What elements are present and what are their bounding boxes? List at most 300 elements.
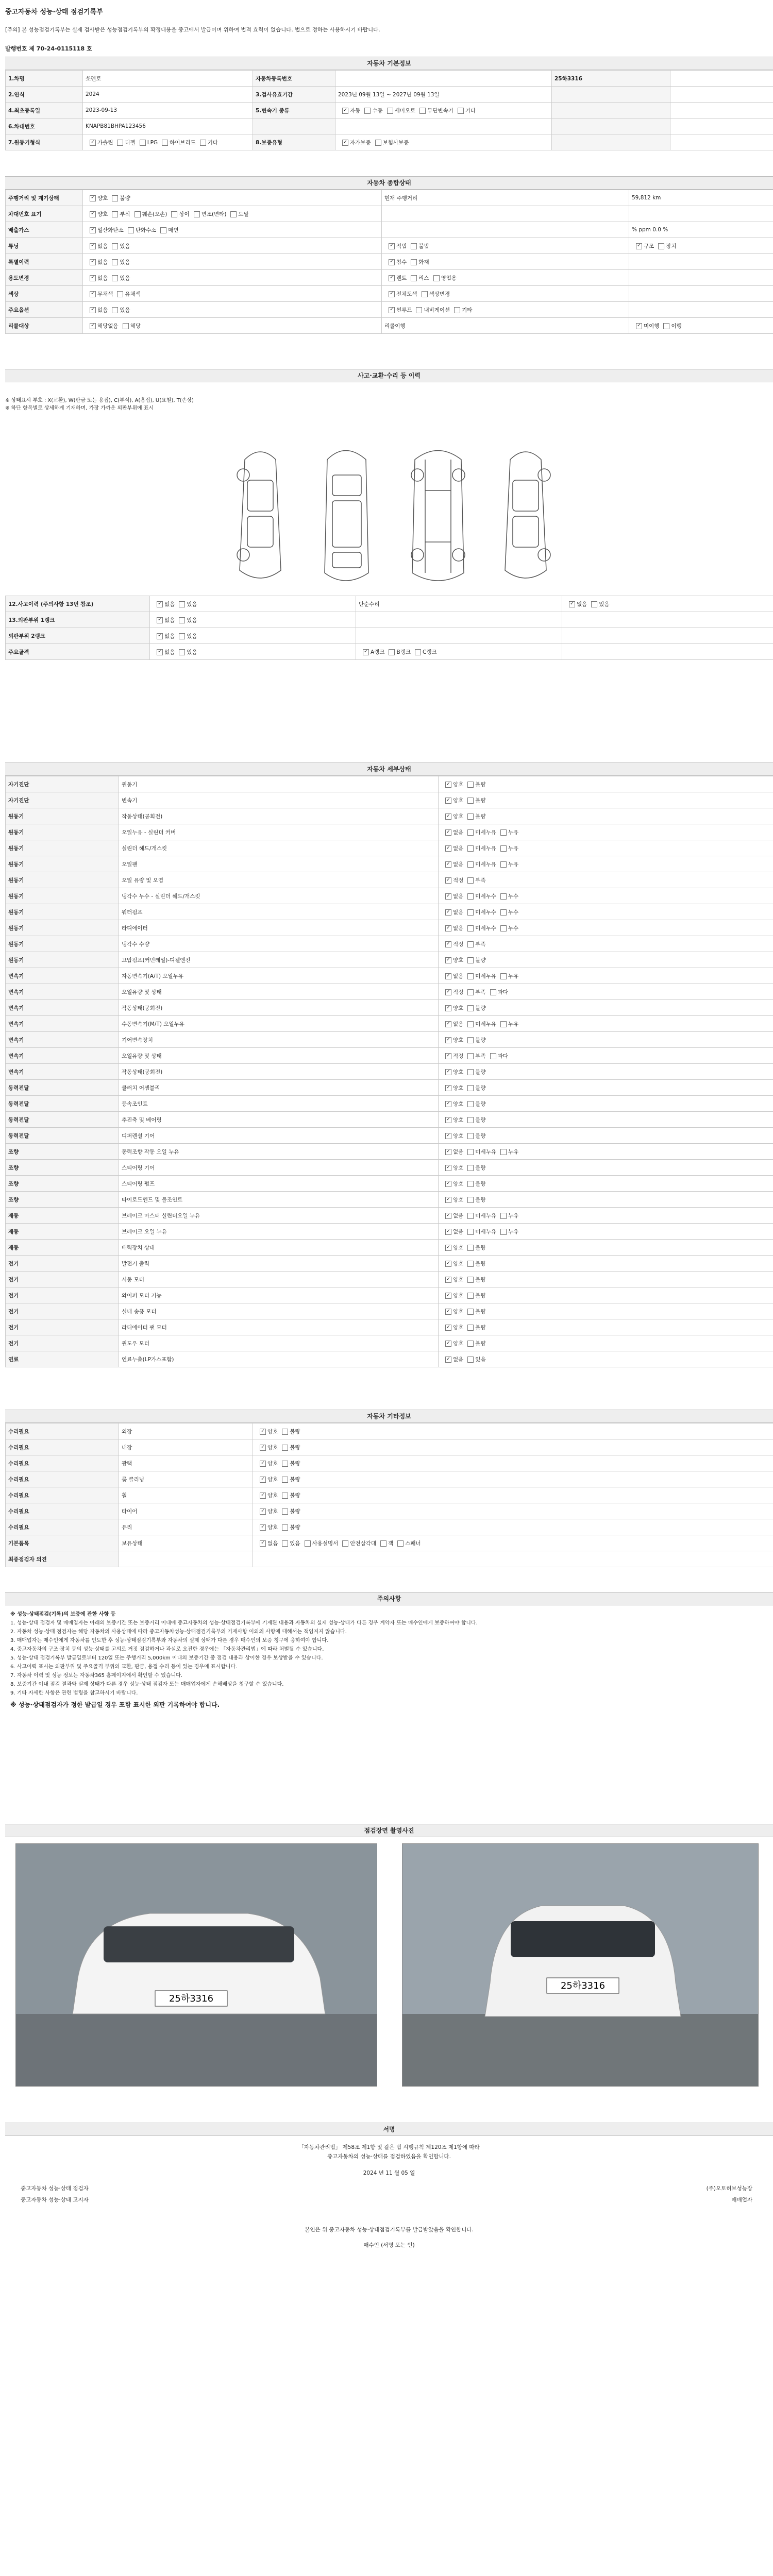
checkbox[interactable]: [467, 1165, 474, 1171]
checkbox[interactable]: [363, 649, 369, 655]
table-cell: [439, 856, 773, 872]
checkbox[interactable]: [282, 1540, 288, 1547]
checkbox[interactable]: [90, 259, 96, 265]
checkbox[interactable]: [162, 140, 168, 146]
table-cell: 리콜이행: [382, 318, 629, 334]
option-label: 침수: [396, 259, 407, 265]
checkbox[interactable]: [467, 1341, 474, 1347]
checkbox[interactable]: [342, 108, 348, 114]
checkbox[interactable]: [389, 259, 395, 265]
table-cell: 실내 송풍 모터: [119, 1303, 439, 1319]
table-row: [6, 792, 773, 808]
table-row: [6, 612, 773, 628]
checkbox[interactable]: [490, 989, 496, 995]
checkbox[interactable]: [467, 1133, 474, 1139]
table-cell: 휠: [119, 1487, 253, 1503]
option-label: 적정: [453, 1053, 464, 1059]
table-cell: [439, 968, 773, 984]
option-label: 색상변경: [429, 291, 450, 297]
option-label: 없음: [453, 893, 464, 900]
option-label: 누유: [508, 973, 519, 979]
table-cell: 외장: [119, 1423, 253, 1439]
option-label: 기타: [462, 307, 473, 313]
table-row: [6, 286, 773, 302]
table-cell: [562, 596, 773, 612]
checkbox[interactable]: [260, 1461, 266, 1467]
checkbox[interactable]: [282, 1445, 288, 1451]
checkbox[interactable]: [342, 1540, 348, 1547]
option-label: 부족: [475, 941, 486, 947]
checkbox[interactable]: [433, 275, 440, 281]
checkbox[interactable]: [389, 649, 395, 655]
checkbox[interactable]: [282, 1461, 288, 1467]
option-label: 매연: [168, 227, 179, 233]
option-label: 불량: [290, 1508, 300, 1515]
table-cell: 조향: [6, 1176, 119, 1192]
checkbox[interactable]: [467, 814, 474, 820]
checkbox[interactable]: [200, 140, 206, 146]
checkbox[interactable]: [445, 1325, 451, 1331]
checkbox[interactable]: [445, 925, 451, 931]
option-label: 없음: [453, 845, 464, 852]
option-label: 렌트: [396, 275, 407, 281]
checkbox[interactable]: [445, 1229, 451, 1235]
checkbox[interactable]: [445, 1277, 451, 1283]
checkbox[interactable]: [445, 1309, 451, 1315]
option-label: 양호: [267, 1492, 278, 1499]
table-cell: 와이퍼 모터 기능: [119, 1287, 439, 1303]
option-label: 없음: [267, 1540, 278, 1547]
table-cell: 튜닝: [6, 238, 83, 254]
option-label: 불량: [475, 1260, 486, 1267]
checkbox[interactable]: [467, 1229, 474, 1235]
checkbox[interactable]: [445, 877, 451, 884]
checkbox[interactable]: [458, 108, 464, 114]
checkbox[interactable]: [467, 1021, 474, 1027]
checkbox[interactable]: [467, 909, 474, 916]
option-label: 있음: [120, 259, 130, 265]
checkbox[interactable]: [389, 275, 395, 281]
checkbox[interactable]: [117, 291, 123, 297]
table-row: [6, 1016, 773, 1032]
table-cell: KNAPB81BHPA123456: [83, 118, 253, 134]
checkbox[interactable]: [260, 1429, 266, 1435]
checkbox[interactable]: [411, 243, 417, 249]
option-label: 불량: [290, 1444, 300, 1451]
table-cell: 원동기: [6, 824, 119, 840]
table-cell: 룸 클리닝: [119, 1471, 253, 1487]
checkbox[interactable]: [157, 601, 163, 607]
option-label: 불량: [290, 1460, 300, 1467]
table-cell: [335, 118, 552, 134]
table-row: [6, 1256, 773, 1272]
checkbox[interactable]: [658, 243, 664, 249]
checkbox[interactable]: [179, 617, 185, 623]
checkbox[interactable]: [389, 243, 395, 249]
checkbox[interactable]: [467, 973, 474, 979]
checkbox[interactable]: [445, 861, 451, 868]
checkbox[interactable]: [445, 1021, 451, 1027]
checkbox[interactable]: [445, 1261, 451, 1267]
checkbox[interactable]: [467, 1037, 474, 1043]
checkbox[interactable]: [375, 140, 381, 146]
table-row: [6, 1112, 773, 1128]
option-label: 미세누유: [475, 829, 496, 836]
option-label: 미세누유: [475, 845, 496, 852]
checkbox[interactable]: [445, 1149, 451, 1155]
option-label: 불량: [475, 1308, 486, 1315]
checkbox[interactable]: [90, 275, 96, 281]
checkbox[interactable]: [140, 140, 146, 146]
checkbox[interactable]: [500, 1149, 507, 1155]
checkbox[interactable]: [282, 1493, 288, 1499]
checkbox[interactable]: [467, 989, 474, 995]
checkbox[interactable]: [445, 1133, 451, 1139]
checkbox[interactable]: [90, 323, 96, 329]
checkbox[interactable]: [569, 601, 575, 607]
option-label: 장치: [666, 243, 677, 249]
checkbox[interactable]: [445, 941, 451, 947]
table-cell: 변속기: [119, 792, 439, 808]
table-cell: 전기: [6, 1287, 119, 1303]
checkbox[interactable]: [112, 275, 118, 281]
checkbox[interactable]: [179, 601, 185, 607]
checkbox[interactable]: [500, 925, 507, 931]
option-label: 내비게이션: [424, 307, 450, 313]
checkbox[interactable]: [157, 649, 163, 655]
checkbox[interactable]: [467, 861, 474, 868]
checkbox[interactable]: [467, 957, 474, 963]
option-label: 가솔린: [97, 139, 113, 146]
checkbox[interactable]: [397, 1540, 404, 1547]
option-label: 없음: [577, 601, 587, 607]
table-cell: [83, 254, 382, 270]
checkbox[interactable]: [445, 1181, 451, 1187]
table-cell: [382, 254, 629, 270]
table-cell: [335, 71, 552, 87]
car-left-side-diagram: [237, 452, 281, 578]
table-row: [6, 952, 773, 968]
table-cell: 조향: [6, 1144, 119, 1160]
checkbox[interactable]: [260, 1493, 266, 1499]
checkbox[interactable]: [467, 893, 474, 900]
checkbox[interactable]: [160, 227, 166, 233]
table-cell: 고압펌프(커먼레일)-디젤엔진: [119, 952, 439, 968]
table-cell: 디퍼렌셜 기어: [119, 1128, 439, 1144]
table-cell: 원동기: [6, 872, 119, 888]
table-cell: 자동차등록번호: [253, 71, 335, 87]
table-cell: [552, 103, 670, 118]
checkbox[interactable]: [500, 1021, 507, 1027]
table-row: [6, 71, 773, 87]
checkbox[interactable]: [135, 211, 141, 217]
checkbox[interactable]: [467, 1149, 474, 1155]
caution-line: 8. 보증기간 이내 점검 결과와 실제 상태가 다른 경우 성능·상태 점검자 또는 매매업자에게 손해배상을 청구할 수 있습니다.: [10, 1682, 284, 1687]
checkbox[interactable]: [260, 1509, 266, 1515]
checkbox[interactable]: [445, 1069, 451, 1075]
checkbox[interactable]: [157, 633, 163, 639]
checkbox[interactable]: [112, 195, 118, 201]
checkbox[interactable]: [467, 829, 474, 836]
table-cell: 변속기: [6, 1000, 119, 1016]
table-cell: [629, 318, 773, 334]
checkbox[interactable]: [445, 1165, 451, 1171]
checkbox[interactable]: [467, 1005, 474, 1011]
car-diagrams: [5, 439, 773, 591]
checkbox[interactable]: [342, 140, 348, 146]
checkbox[interactable]: [90, 243, 96, 249]
checkbox[interactable]: [445, 909, 451, 916]
table-cell: [253, 1487, 773, 1503]
table-cell: 워터펌프: [119, 904, 439, 920]
checkbox[interactable]: [445, 1117, 451, 1123]
checkbox[interactable]: [90, 307, 96, 313]
option-label: 자가보증: [350, 139, 371, 146]
table-cell: [253, 1439, 773, 1455]
checkbox[interactable]: [467, 1261, 474, 1267]
checkbox[interactable]: [179, 633, 185, 639]
table-cell: 작동상태(공회전): [119, 1000, 439, 1016]
checkbox[interactable]: [467, 1277, 474, 1283]
option-label: 없음: [453, 1021, 464, 1027]
checkbox[interactable]: [500, 845, 507, 852]
checkbox[interactable]: [415, 649, 421, 655]
option-label: 있음: [120, 307, 130, 313]
option-label: 미세누유: [475, 1212, 496, 1219]
table-row: [6, 1224, 773, 1240]
checkbox[interactable]: [90, 291, 96, 297]
checkbox[interactable]: [90, 211, 96, 217]
checkbox[interactable]: [467, 798, 474, 804]
table-cell: 수리필요: [6, 1519, 119, 1535]
checkbox[interactable]: [90, 140, 96, 146]
table-cell: [439, 1144, 773, 1160]
checkbox[interactable]: [445, 973, 451, 979]
checkbox[interactable]: [467, 1101, 474, 1107]
checkbox[interactable]: [445, 1085, 451, 1091]
table-cell: [119, 1551, 253, 1567]
table-cell: 원동기: [6, 936, 119, 952]
checkbox[interactable]: [260, 1445, 266, 1451]
checkbox[interactable]: [445, 1053, 451, 1059]
checkbox[interactable]: [112, 307, 118, 313]
checkbox[interactable]: [445, 1037, 451, 1043]
checkbox[interactable]: [467, 1053, 474, 1059]
checkbox[interactable]: [445, 1213, 451, 1219]
checkbox[interactable]: [387, 108, 393, 114]
checkbox[interactable]: [380, 1540, 386, 1547]
table-cell: 수리필요: [6, 1471, 119, 1487]
checkbox[interactable]: [157, 617, 163, 623]
option-label: 양호: [453, 1244, 464, 1251]
front-photo: [15, 1843, 377, 2087]
dealer-name: 매매업자: [731, 2197, 752, 2203]
table-cell: [253, 1455, 773, 1471]
checkbox[interactable]: [467, 1293, 474, 1299]
table-cell: 오일유량 및 상태: [119, 984, 439, 1000]
table-row: [6, 103, 773, 118]
table-cell: [439, 1048, 773, 1064]
checkbox[interactable]: [467, 845, 474, 852]
checkbox[interactable]: [454, 307, 460, 313]
checkbox[interactable]: [467, 1309, 474, 1315]
checkbox[interactable]: [445, 1293, 451, 1299]
checkbox[interactable]: [419, 108, 426, 114]
checkbox[interactable]: [591, 601, 597, 607]
checkbox[interactable]: [445, 845, 451, 852]
option-label: 불량: [475, 1100, 486, 1107]
option-label: 양호: [453, 1324, 464, 1331]
table-cell: 원동기: [119, 776, 439, 792]
checkbox[interactable]: [445, 893, 451, 900]
checkbox[interactable]: [445, 1341, 451, 1347]
checkbox[interactable]: [123, 323, 129, 329]
table-cell: [382, 238, 629, 254]
checkbox[interactable]: [500, 909, 507, 916]
option-label: 디젤: [125, 139, 136, 146]
checkbox[interactable]: [112, 259, 118, 265]
checkbox[interactable]: [282, 1429, 288, 1435]
checkbox[interactable]: [90, 227, 96, 233]
checkbox[interactable]: [490, 1053, 496, 1059]
option-label: 양호: [453, 1196, 464, 1203]
table-cell: 6.차대번호: [6, 118, 83, 134]
checkbox[interactable]: [467, 925, 474, 931]
checkbox[interactable]: [500, 1229, 507, 1235]
option-label: 불법: [418, 243, 429, 249]
checkbox[interactable]: [260, 1540, 266, 1547]
checkbox[interactable]: [260, 1524, 266, 1531]
checkbox[interactable]: [445, 989, 451, 995]
option-label: 누유: [508, 1021, 519, 1027]
table-row: [6, 1487, 773, 1503]
section-overall-banner: 자동차 종합상태: [5, 176, 773, 190]
checkbox[interactable]: [500, 973, 507, 979]
table-cell: [439, 1240, 773, 1256]
table-cell: [382, 302, 629, 318]
extra-info-table: [5, 1423, 773, 1567]
option-label: 불량: [475, 1116, 486, 1123]
table-cell: [552, 118, 670, 134]
checkbox[interactable]: [422, 291, 428, 297]
checkbox[interactable]: [112, 211, 118, 217]
checkbox[interactable]: [467, 1069, 474, 1075]
checkbox[interactable]: [445, 782, 451, 788]
table-cell: [629, 270, 773, 286]
checkbox[interactable]: [500, 893, 507, 900]
checkbox[interactable]: [663, 323, 669, 329]
option-label: 전체도색: [396, 291, 417, 297]
checkbox[interactable]: [411, 275, 417, 281]
checkbox[interactable]: [128, 227, 134, 233]
table-cell: 25하3316: [552, 71, 670, 87]
checkbox[interactable]: [467, 877, 474, 884]
checkbox[interactable]: [467, 1357, 474, 1363]
table-cell: [439, 1208, 773, 1224]
caution-notes: [10, 1611, 768, 1710]
option-label: 화재: [418, 259, 429, 265]
table-row: [6, 1287, 773, 1303]
checkbox[interactable]: [260, 1477, 266, 1483]
checkbox[interactable]: [500, 829, 507, 836]
checkbox[interactable]: [500, 1213, 507, 1219]
checkbox[interactable]: [636, 243, 642, 249]
table-row: [6, 1423, 773, 1439]
table-row: [6, 872, 773, 888]
checkbox[interactable]: [467, 1197, 474, 1203]
checkbox[interactable]: [416, 307, 422, 313]
checkbox[interactable]: [305, 1540, 311, 1547]
table-cell: 수리필요: [6, 1439, 119, 1455]
checkbox[interactable]: [445, 957, 451, 963]
table-row: [6, 644, 773, 660]
table-cell: [150, 628, 356, 644]
checkbox[interactable]: [467, 1213, 474, 1219]
table-cell: [670, 71, 773, 87]
table-cell: [439, 1335, 773, 1351]
checkbox[interactable]: [445, 829, 451, 836]
checkbox[interactable]: [117, 140, 123, 146]
checkbox[interactable]: [282, 1509, 288, 1515]
checkbox[interactable]: [282, 1524, 288, 1531]
checkbox[interactable]: [194, 211, 200, 217]
table-cell: [552, 87, 670, 103]
option-label: 기타: [207, 139, 219, 146]
checkbox[interactable]: [445, 1005, 451, 1011]
table-row: [6, 270, 773, 286]
caution-line: 6. 사고이력 표시는 외판부위 및 주요골격 부위의 교환, 판금, 용접 수리 등이 있는 경우에 표시합니다.: [10, 1664, 238, 1670]
checkbox[interactable]: [171, 211, 177, 217]
checkbox[interactable]: [282, 1477, 288, 1483]
checkbox[interactable]: [467, 782, 474, 788]
table-row: [6, 1455, 773, 1471]
checkbox[interactable]: [636, 323, 642, 329]
option-label: 없음: [453, 861, 464, 868]
table-cell: 조향: [6, 1160, 119, 1176]
checkbox[interactable]: [467, 1325, 474, 1331]
document-number: 발행번호 제 70-24-0115118 호: [5, 45, 92, 52]
option-label: 양호: [453, 1069, 464, 1075]
checkbox[interactable]: [364, 108, 371, 114]
table-cell: [629, 286, 773, 302]
table-cell: 배력장치 상태: [119, 1240, 439, 1256]
table-cell: [439, 1351, 773, 1367]
checkbox[interactable]: [445, 798, 451, 804]
table-cell: [629, 238, 773, 254]
checkbox[interactable]: [445, 1101, 451, 1107]
checkbox[interactable]: [500, 861, 507, 868]
checkbox[interactable]: [445, 1197, 451, 1203]
checkbox[interactable]: [445, 1357, 451, 1363]
checkbox[interactable]: [179, 649, 185, 655]
checkbox[interactable]: [467, 1117, 474, 1123]
checkbox[interactable]: [445, 814, 451, 820]
checkbox[interactable]: [467, 1085, 474, 1091]
table-cell: 전기: [6, 1335, 119, 1351]
checkbox[interactable]: [467, 1245, 474, 1251]
checkbox[interactable]: [112, 243, 118, 249]
checkbox[interactable]: [467, 1181, 474, 1187]
option-label: 불량: [290, 1428, 300, 1435]
checkbox[interactable]: [445, 1245, 451, 1251]
checkbox[interactable]: [411, 259, 417, 265]
checkbox[interactable]: [389, 307, 395, 313]
option-label: 양호: [267, 1460, 278, 1467]
checkbox[interactable]: [389, 291, 395, 297]
checkbox[interactable]: [90, 195, 96, 201]
checkbox[interactable]: [467, 941, 474, 947]
checkbox[interactable]: [230, 211, 237, 217]
